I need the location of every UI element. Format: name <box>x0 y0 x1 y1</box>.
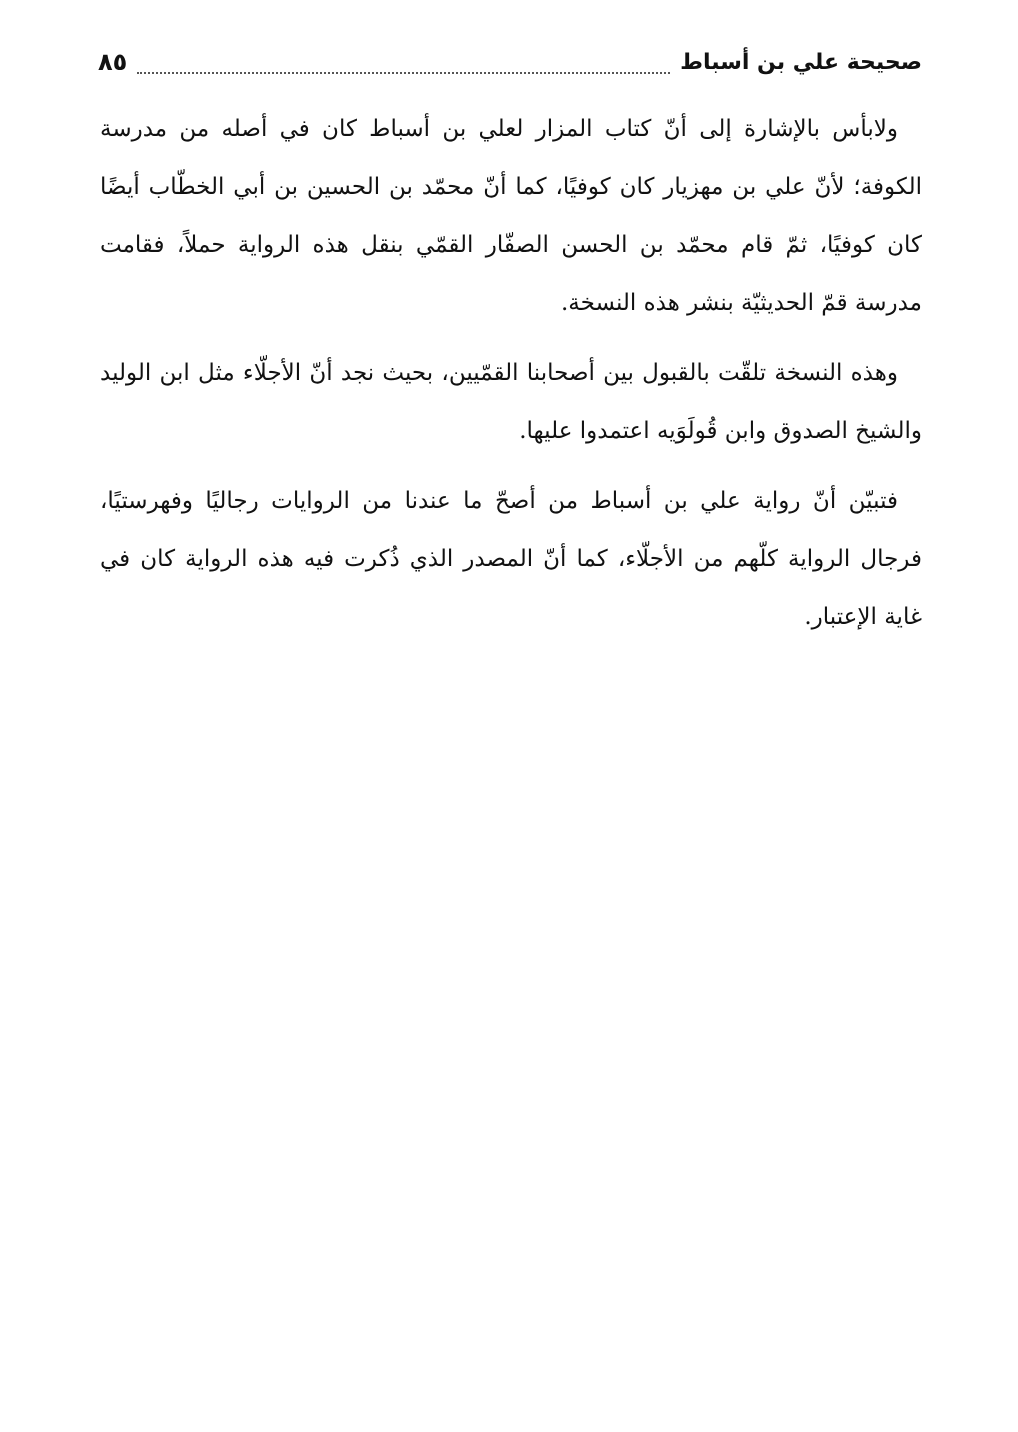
page-number: ٨٥ <box>98 48 128 76</box>
running-header-title: صحيحة علي بن أسباط <box>680 49 922 75</box>
running-header <box>98 40 922 84</box>
paragraph: وهذه النسخة تلقّت بالقبول بين أصحابنا القمّيين، بحيث نجد أنّ الأجلّاء مثل ابن الوليد والشيخ الصدوق وابن قُولَوَيه اعتمدوا عليها. <box>100 360 922 444</box>
paragraph: فتبيّن أنّ رواية علي بن أسباط من أصحّ ما عندنا من الروايات رجاليًا وفهرستيًا، فرجال الرواية كلّهم من الأجلّاء، كما أنّ المصدر الذي ذُكرت فيه هذه الرواية كان في غاية الإعتبار. <box>100 488 922 630</box>
paragraph: ولابأس بالإشارة إلى أنّ كتاب المزار لعلي بن أسباط كان في أصله من مدرسة الكوفة؛ لأنّ علي بن مهزيار كان كوفيًا، كما أنّ محمّد بن الحسين بن أبي الخطّاب أيضًا كان كوفيًا، ثمّ قام محمّد بن الحسن الصفّار القمّي بنقل هذه الرواية حملاً، فقامت مدرسة قمّ الحديثيّة بنشر هذه النسخة. <box>100 116 922 316</box>
body-text <box>100 100 922 658</box>
dotted-leader <box>137 62 670 74</box>
